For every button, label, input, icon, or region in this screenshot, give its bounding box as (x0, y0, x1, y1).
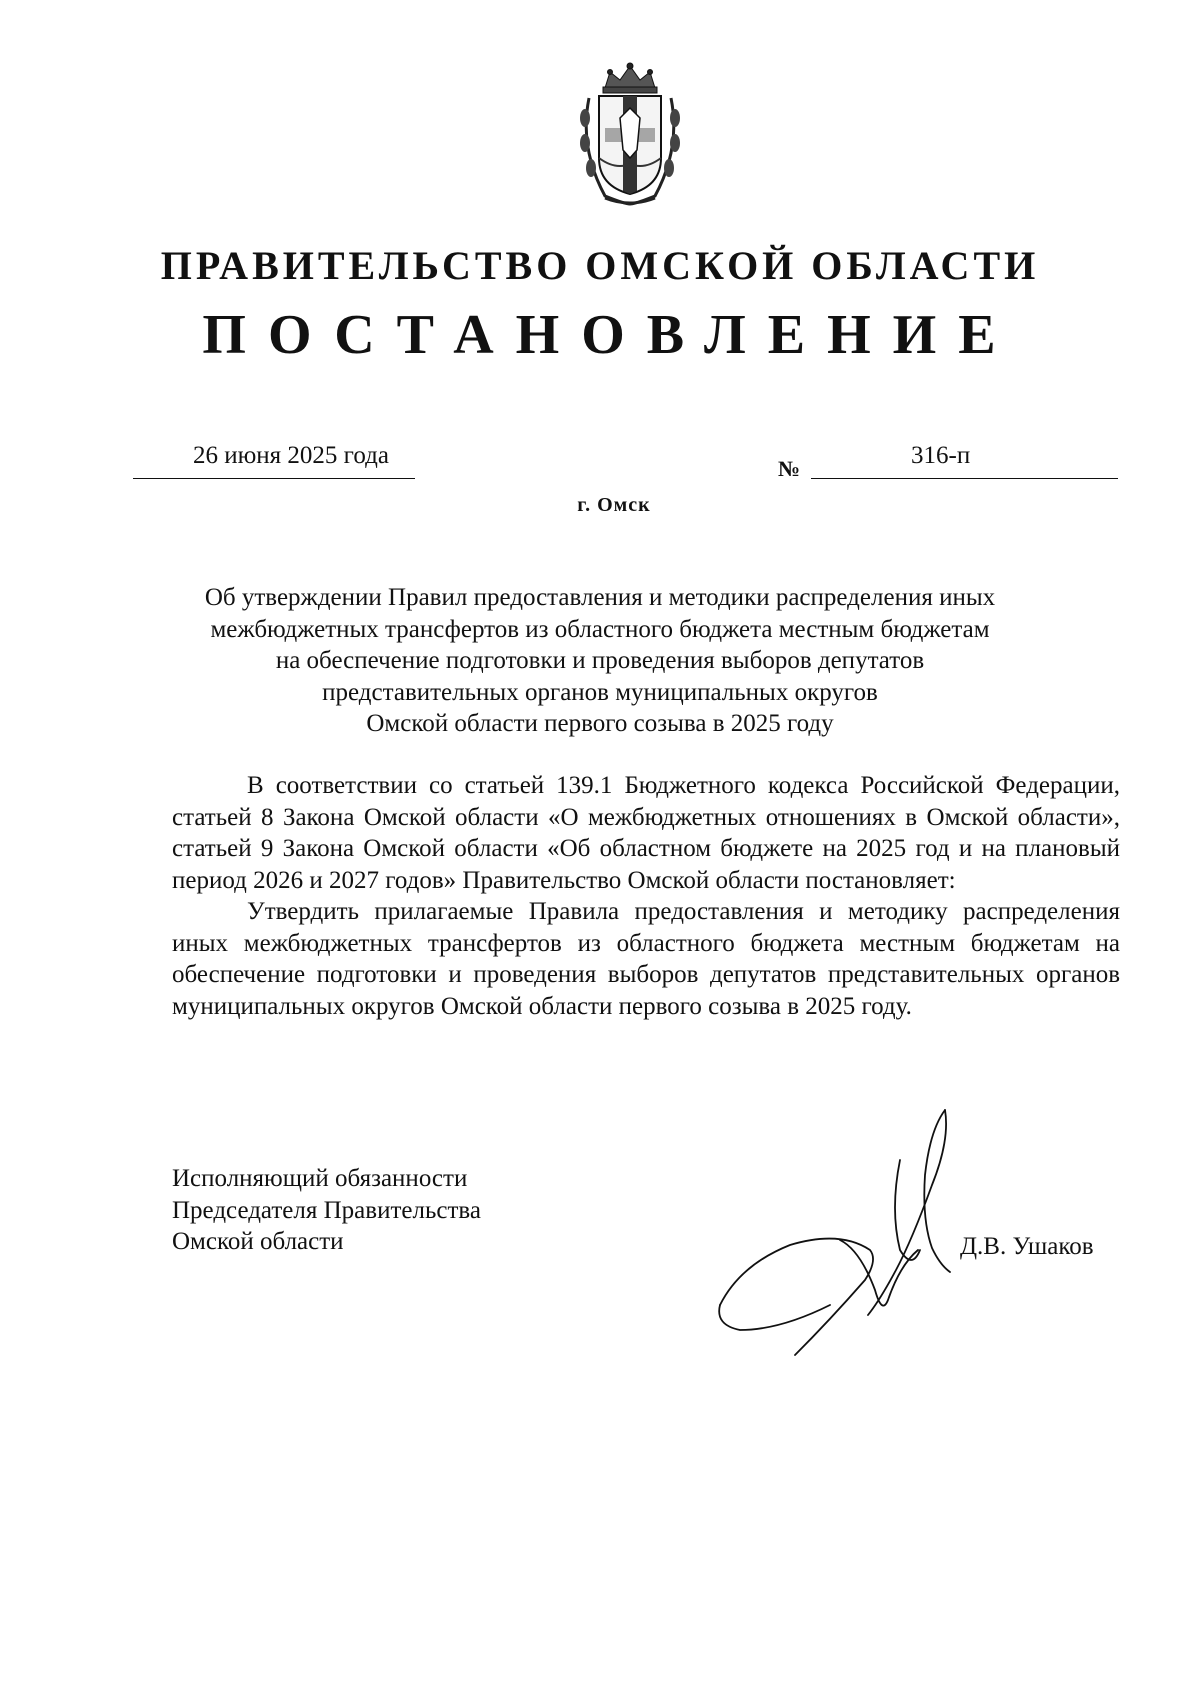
government-title: ПРАВИТЕЛЬСТВО ОМСКОЙ ОБЛАСТИ (160, 243, 1040, 288)
subject-line: Омской области первого созыва в 2025 году (366, 710, 834, 737)
number-sign: № (778, 456, 801, 481)
body-paragraph: В соответствии со статьей 139.1 Бюджетного кодекса Российской Федерации, статьей 8 Закона Омской области «О межбюджетных отношениях в Омской области», статьей 9 Закона Омской области «Об областном бюджете на 2025 год и на плановый период 2026 и 2027 годов» Правительство Омской области постановляет: (172, 772, 1120, 894)
body-paragraph: Утвердить прилагаемые Правила предоставления и методику распределения иных межбюджетных трансфертов из областного бюджета местным бюджетам на обеспечение подготовки и проведения выборов депутатов представительных органов муниципальных округов Омской области первого созыва в 2025 году. (172, 898, 1120, 1020)
document-type-title: ПОСТАНОВЛЕНИЕ (202, 304, 1018, 366)
signatory-name: Д.В. Ушаков (960, 1233, 1094, 1260)
document-date: 26 июня 2025 года (193, 442, 389, 469)
number-field (811, 440, 1118, 479)
signatory-title-line: Исполняющий обязанности (172, 1165, 468, 1192)
subject-line: на обеспечение подготовки и проведения выборов депутатов (275, 647, 925, 674)
subject-line: Об утверждении Правил предоставления и методики распределения иных (204, 584, 996, 611)
signatory-title-line: Председателя Правительства (172, 1196, 481, 1224)
document-number: 316-п (911, 442, 971, 469)
coat-of-arms-emblem (575, 58, 685, 208)
signatory-title-line: Омской области (172, 1228, 344, 1255)
document-city: г. Омск (577, 494, 651, 516)
date-field (133, 440, 415, 479)
subject-line: межбюджетных трансфертов из областного бюджета местным бюджетам (210, 615, 990, 643)
document-body (172, 770, 1120, 1022)
subject-line: представительных органов муниципальных округов (322, 678, 878, 706)
document-subject (140, 582, 1060, 740)
signatory-title (172, 1163, 481, 1258)
handwritten-signature (700, 1100, 970, 1360)
